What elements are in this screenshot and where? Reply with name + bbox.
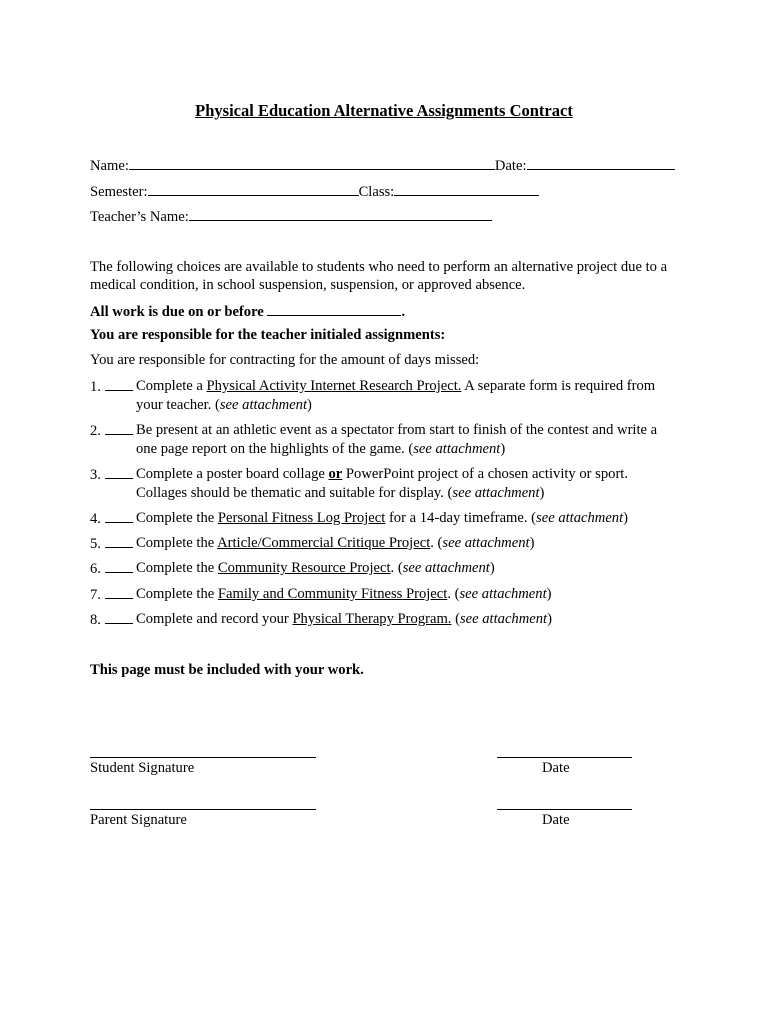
- responsible-initialed: You are responsible for the teacher initialed assignments:: [90, 327, 446, 343]
- initial-blank[interactable]: [105, 559, 133, 573]
- item-text: [136, 585, 681, 604]
- list-item: [90, 509, 134, 528]
- item-link[interactable]: Personal Fitness Log Project: [217, 510, 386, 526]
- item-text-pre: Complete the: [136, 586, 218, 602]
- name-field-row: [90, 155, 675, 175]
- must-include-note: This page must be included with your work.: [90, 662, 364, 678]
- intro-paragraph: The following choices are available to students who need to perform an alternative project due to a medical condition, in school suspension, suspension, or approved absence.: [90, 259, 668, 293]
- item-link[interactable]: Family and Community Fitness Project: [217, 586, 448, 602]
- student-signature-label: Student Signature: [90, 760, 195, 776]
- list-item: [90, 377, 134, 396]
- item-bold: or: [328, 466, 343, 482]
- student-signature-line[interactable]: [90, 757, 316, 758]
- teacher-field-row: [90, 206, 492, 226]
- close-paren: ): [539, 485, 545, 501]
- item-link[interactable]: Physical Therapy Program.: [292, 611, 452, 627]
- item-number: 2.: [90, 423, 101, 439]
- teacher-label: Teacher’s Name:: [90, 209, 189, 225]
- item-text-post: for a 14-day timeframe. (: [385, 510, 537, 526]
- item-number: 7.: [90, 587, 101, 603]
- name-field[interactable]: [129, 155, 495, 170]
- initial-blank[interactable]: [105, 377, 133, 391]
- student-date-line[interactable]: [497, 757, 632, 758]
- item-text: [136, 559, 681, 578]
- class-label: Class:: [358, 184, 395, 200]
- initial-blank[interactable]: [105, 534, 133, 548]
- item-text-pre: Complete the: [136, 510, 218, 526]
- item-text-post: . (: [390, 560, 403, 576]
- item-number: 6.: [90, 561, 101, 577]
- item-link[interactable]: Article/Commercial Critique Project: [217, 535, 431, 551]
- date-label: Date:: [494, 158, 527, 174]
- see-attachment: see attachment: [459, 586, 547, 602]
- due-label: All work is due on or before: [90, 304, 264, 320]
- close-paren: ): [546, 586, 552, 602]
- item-text: [136, 534, 681, 553]
- initial-blank[interactable]: [105, 465, 133, 479]
- due-date-field[interactable]: [267, 301, 401, 316]
- item-text-pre: Complete the: [136, 560, 218, 576]
- item-link[interactable]: Community Resource Project: [217, 560, 391, 576]
- page-title: Physical Education Alternative Assignments Contract: [195, 101, 573, 120]
- item-number: 8.: [90, 612, 101, 628]
- item-text: [136, 509, 681, 528]
- initial-blank[interactable]: [105, 421, 133, 435]
- initial-blank[interactable]: [105, 585, 133, 599]
- name-label: Name:: [90, 158, 129, 174]
- initial-blank[interactable]: [105, 610, 133, 624]
- parent-date-line[interactable]: [497, 809, 632, 810]
- item-number: 3.: [90, 467, 101, 483]
- see-attachment: see attachment: [402, 560, 490, 576]
- see-attachment: see attachment: [413, 441, 501, 457]
- item-text-post: (: [451, 611, 460, 627]
- see-attachment: see attachment: [536, 510, 624, 526]
- item-text-pre: Complete a poster board collage: [136, 466, 329, 482]
- item-link[interactable]: Physical Activity Internet Research Project.: [206, 378, 462, 394]
- list-item: [90, 610, 134, 629]
- see-attachment: see attachment: [219, 397, 308, 413]
- item-text: [136, 421, 681, 459]
- parent-signature-line[interactable]: [90, 809, 316, 810]
- close-paren: ): [529, 535, 535, 551]
- list-item: [90, 559, 134, 578]
- item-number: 4.: [90, 511, 101, 527]
- item-text-post: PowerPoint project of a chosen activity or sport. Collages should be thematic and suitable for display. (: [136, 466, 629, 501]
- see-attachment: see attachment: [459, 611, 548, 627]
- list-item: [90, 421, 134, 440]
- close-paren: ): [489, 560, 495, 576]
- item-text-post: . (: [430, 535, 443, 551]
- date-field[interactable]: [527, 155, 675, 170]
- teacher-field[interactable]: [189, 206, 492, 221]
- semester-field-row: [90, 181, 539, 201]
- student-date-label: Date: [542, 760, 570, 776]
- item-text: [136, 610, 681, 629]
- list-item: [90, 534, 134, 553]
- item-text-pre: Complete the: [136, 535, 218, 551]
- due-period: .: [401, 304, 406, 320]
- initial-blank[interactable]: [105, 509, 133, 523]
- parent-signature-label: Parent Signature: [90, 812, 187, 828]
- close-paren: ): [623, 510, 629, 526]
- semester-field[interactable]: [148, 181, 359, 196]
- item-text-post: A separate form is required from your teacher. (: [136, 378, 656, 413]
- close-paren: ): [307, 397, 312, 413]
- item-text-post: . (: [447, 586, 460, 602]
- item-text-pre: Complete and record your: [136, 611, 293, 627]
- class-field[interactable]: [394, 181, 539, 196]
- item-text: [136, 465, 681, 503]
- list-item: [90, 585, 134, 604]
- item-text: [136, 377, 681, 415]
- semester-label: Semester:: [90, 184, 148, 200]
- see-attachment: see attachment: [442, 535, 530, 551]
- item-text-pre: Be present at an athletic event as a spectator from start to finish of the contest and write a one page report on the highlights of the game. (: [136, 422, 658, 457]
- list-item: [90, 465, 134, 484]
- item-text-pre: Complete a: [136, 378, 207, 394]
- close-paren: ): [500, 441, 506, 457]
- close-paren: ): [547, 611, 552, 627]
- see-attachment: see attachment: [452, 485, 540, 501]
- item-number: 1.: [90, 379, 101, 395]
- responsible-days: You are responsible for contracting for the amount of days missed:: [90, 352, 480, 368]
- parent-date-label: Date: [542, 812, 570, 828]
- item-number: 5.: [90, 536, 101, 552]
- due-line: [90, 301, 405, 321]
